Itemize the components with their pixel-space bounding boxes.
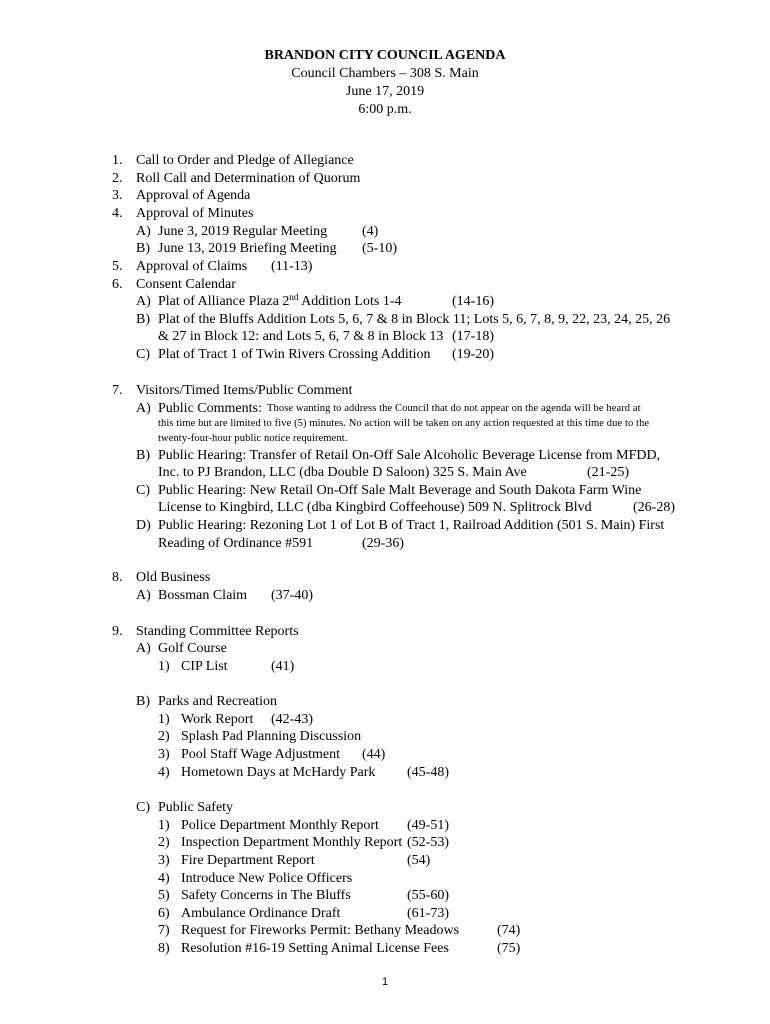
subitem-label: A) <box>136 294 151 309</box>
page-ref: (52-53) <box>407 835 449 850</box>
subitem-label: B) <box>136 241 150 256</box>
subsub-label: 7) <box>158 923 170 938</box>
page-ref: (29-36) <box>362 536 404 551</box>
subitem-label: C) <box>136 800 150 815</box>
subsub-text: Police Department Monthly Report <box>181 818 379 833</box>
item-text: Approval of Agenda <box>136 188 251 203</box>
subitem-text: Inc. to PJ Brandon, LLC (dba Double D Saloon) 325 S. Main Ave <box>158 465 527 480</box>
subsub-label: 1) <box>158 712 170 727</box>
subsub-label: 6) <box>158 906 170 921</box>
subitem-label: D) <box>136 518 151 533</box>
page-ref: (14-16) <box>452 294 494 309</box>
subitem-text: Golf Course <box>158 641 227 656</box>
subsub-label: 1) <box>158 818 170 833</box>
subitem-label: C) <box>136 483 150 498</box>
item-text: Visitors/Timed Items/Public Comment <box>136 383 353 398</box>
subsub-label: 5) <box>158 888 170 903</box>
subitem-text: Public Hearing: Rezoning Lot 1 of Lot B of Tract 1, Railroad Addition (501 S. Main) First <box>158 518 665 533</box>
subsub-text: Request for Fireworks Permit: Bethany Meadows <box>181 923 460 938</box>
page-ref: (17-18) <box>452 329 494 344</box>
item-number: 9. <box>112 624 123 639</box>
page-number: 1 <box>381 976 389 988</box>
agenda-title: BRANDON CITY COUNCIL AGENDA <box>264 48 506 63</box>
subitem-text: Reading of Ordinance #591 <box>158 536 314 551</box>
item-number: 2. <box>112 171 123 186</box>
item-number: 5. <box>112 259 123 274</box>
subsub-label: 3) <box>158 747 170 762</box>
subsub-text: Work Report <box>181 712 254 727</box>
subsub-text: Hometown Days at McHardy Park <box>181 765 376 780</box>
subitem-text: & 27 in Block 12: and Lots 5, 6, 7 & 8 in Block 13 <box>158 329 444 344</box>
page-ref: (45-48) <box>407 765 449 780</box>
page-ref: (42-43) <box>271 712 313 727</box>
item-text: Call to Order and Pledge of Allegiance <box>136 153 354 168</box>
ordinal-suffix: nd <box>289 292 299 302</box>
public-comment-note: twenty-four-hour public notice requirement. <box>158 433 348 444</box>
item-number: 3. <box>112 188 123 203</box>
item-number: 4. <box>112 206 123 221</box>
page-ref: (44) <box>362 747 386 762</box>
meeting-location: Council Chambers – 308 S. Main <box>291 66 479 81</box>
item-text: Approval of Claims <box>136 259 248 274</box>
page-ref: (55-60) <box>407 888 449 903</box>
subitem-label: A) <box>136 401 151 416</box>
subitem-label: B) <box>136 448 150 463</box>
meeting-date: June 17, 2019 <box>345 84 425 99</box>
subitem-text: Plat of Tract 1 of Twin Rivers Crossing Addition <box>158 347 431 362</box>
subitem-label: A) <box>136 224 151 239</box>
subitem-label: B) <box>136 694 150 709</box>
page-ref: (37-40) <box>271 588 313 603</box>
subsub-text: Inspection Department Monthly Report <box>181 835 403 850</box>
subsub-text: Ambulance Ordinance Draft <box>181 906 341 921</box>
public-comment-note: this time but are limited to five (5) minutes. No action will be taken on any action requested at this time due to the <box>158 418 650 429</box>
subitem-text: Parks and Recreation <box>158 694 277 709</box>
subitem-text: Public Safety <box>158 800 234 815</box>
subsub-label: 4) <box>158 871 170 886</box>
subitem-label: A) <box>136 588 151 603</box>
page-ref: (11-13) <box>271 259 313 274</box>
subitem-text: License to Kingbird, LLC (dba Kingbird Coffeehouse) 509 N. Splitrock Blvd <box>158 500 592 515</box>
subsub-label: 8) <box>158 941 170 956</box>
page-ref: (75) <box>497 941 521 956</box>
item-text: Standing Committee Reports <box>136 624 299 639</box>
meeting-time: 6:00 p.m. <box>358 102 412 117</box>
subsub-label: 4) <box>158 765 170 780</box>
item-number: 8. <box>112 570 123 585</box>
subsub-text: Resolution #16-19 Setting Animal License Fees <box>181 941 449 956</box>
item-number: 7. <box>112 383 123 398</box>
subitem-label: A) <box>136 641 151 656</box>
subsub-text: CIP List <box>181 659 228 674</box>
page-ref: (54) <box>407 853 431 868</box>
page-ref: (49-51) <box>407 818 449 833</box>
subitem-label: B) <box>136 312 150 327</box>
subsub-label: 2) <box>158 729 170 744</box>
subitem-text: Public Comments: <box>158 401 262 416</box>
subitem-text: Bossman Claim <box>158 588 248 603</box>
subitem-text: Plat of Alliance Plaza 2nd Addition Lots 1-4 <box>158 292 402 309</box>
subsub-text: Safety Concerns in The Bluffs <box>181 888 351 903</box>
item-text: Roll Call and Determination of Quorum <box>136 171 361 186</box>
subitem-label: C) <box>136 347 150 362</box>
page-ref: (4) <box>362 224 379 239</box>
subsub-text: Pool Staff Wage Adjustment <box>181 747 340 762</box>
item-number: 6. <box>112 277 123 292</box>
subsub-label: 1) <box>158 659 170 674</box>
page-ref: (41) <box>271 659 295 674</box>
item-number: 1. <box>112 153 123 168</box>
subitem-text: June 13, 2019 Briefing Meeting <box>158 241 337 256</box>
page-ref: (21-25) <box>587 465 629 480</box>
item-text: Old Business <box>136 570 211 585</box>
page-ref: (74) <box>497 923 521 938</box>
item-text: Approval of Minutes <box>136 206 254 221</box>
item-text: Consent Calendar <box>136 277 236 292</box>
subsub-text: Splash Pad Planning Discussion <box>181 729 362 744</box>
subitem-text: June 3, 2019 Regular Meeting <box>158 224 328 239</box>
subsub-label: 3) <box>158 853 170 868</box>
subsub-text: Fire Department Report <box>181 853 315 868</box>
page-ref: (19-20) <box>452 347 494 362</box>
subitem-text: Public Hearing: Transfer of Retail On-Off Sale Alcoholic Beverage License from MFDD, <box>158 448 661 463</box>
subitem-text: Plat of the Bluffs Addition Lots 5, 6, 7 & 8 in Block 11; Lots 5, 6, 7, 8, 9, 22, 23, 24, 25, 26 <box>158 312 671 327</box>
public-comment-note: Those wanting to address the Council that do not appear on the agenda will be heard at <box>267 403 641 414</box>
agenda-header <box>0 47 770 119</box>
page-ref: (26-28) <box>633 500 675 515</box>
subsub-text: Introduce New Police Officers <box>181 871 353 886</box>
page-ref: (61-73) <box>407 906 449 921</box>
page-ref: (5-10) <box>362 241 397 256</box>
subsub-label: 2) <box>158 835 170 850</box>
subitem-text: Public Hearing: New Retail On-Off Sale Malt Beverage and South Dakota Farm Wine <box>158 483 642 498</box>
